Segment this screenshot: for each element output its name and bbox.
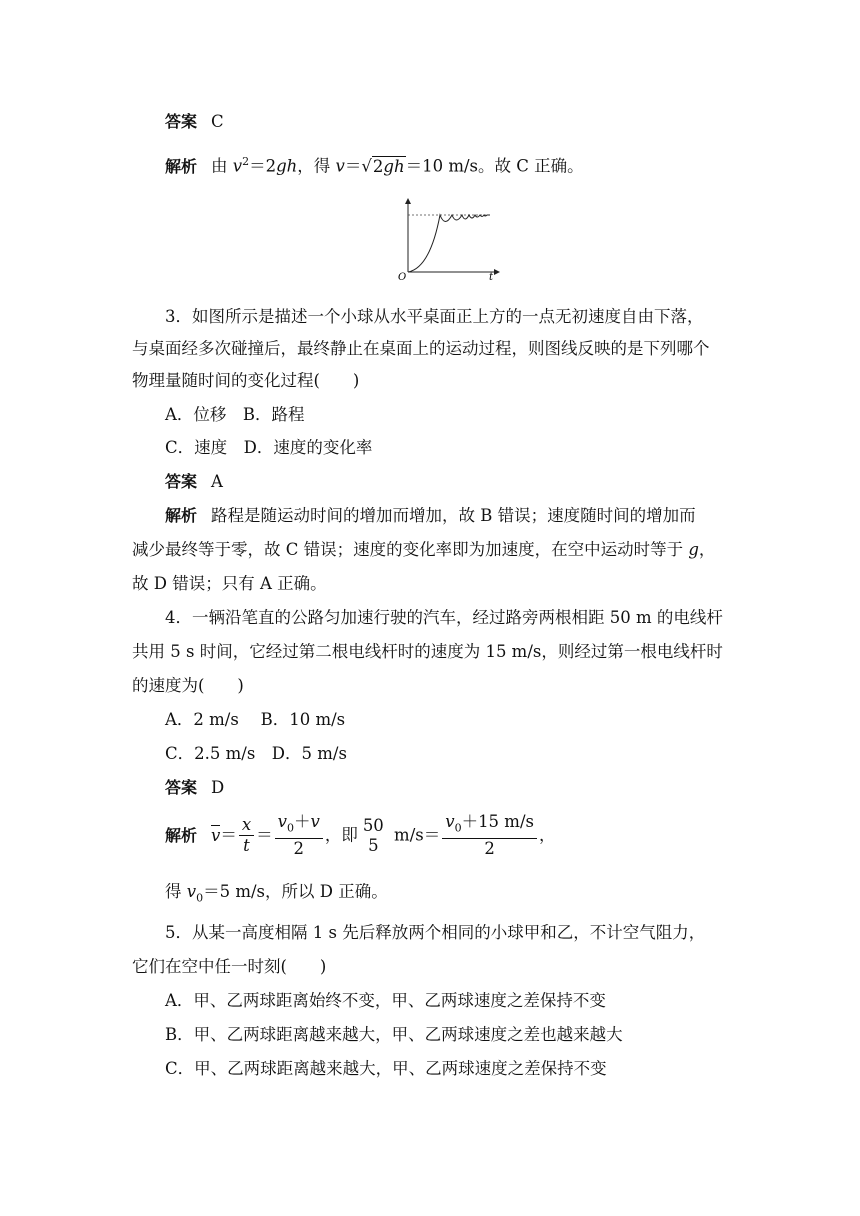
- question-5-line-1: 5．从某一高度相隔 1 s 先后释放两个相同的小球甲和乙，不计空气阻力，: [165, 923, 706, 942]
- sqrt-content: [372, 156, 406, 176]
- numerator: 50: [362, 815, 384, 835]
- explanation-line-2: [132, 539, 715, 561]
- explanation-line-2: [165, 881, 388, 909]
- text: 路程是随运动时间的增加而增加，故 B 错误；速度随时间的增加而: [211, 506, 696, 525]
- explanation-line-3: 故 D 错误；只有 A 正确。: [132, 574, 327, 593]
- sqrt-sign: √: [361, 156, 372, 176]
- answer-label: 答案: [165, 112, 198, 131]
- text: ＋: [293, 812, 311, 831]
- question-5-option-a: A．甲、乙两球距离始终不变，甲、乙两球速度之差保持不变: [165, 991, 606, 1010]
- text: 减少最终等于零，故 C 错误；速度的变化率即为加速度，在空中运动时等于: [132, 540, 689, 559]
- var-gh: gh: [276, 156, 298, 176]
- text: ＝: [256, 825, 273, 845]
- question-5-option-b: B．甲、乙两球距离越来越大，甲、乙两球速度之差也越来越大: [165, 1025, 623, 1044]
- explanation-label: 解析: [165, 156, 198, 176]
- text: m/s＝: [388, 825, 441, 845]
- question-5-line-2: 它们在空中任一时刻( ): [132, 957, 327, 976]
- question-5-option-c: C．甲、乙两球距离越来越大，甲、乙两球速度之差保持不变: [165, 1059, 607, 1078]
- denominator: t: [243, 836, 250, 856]
- question-3-line-3: 物理量随时间的变化过程( ): [132, 371, 360, 390]
- denominator: 2: [293, 839, 304, 859]
- var-g: g: [688, 540, 699, 559]
- fraction-50-over-5: [360, 816, 387, 856]
- fraction-x-over-t: [239, 815, 254, 856]
- numerator: x: [239, 815, 254, 836]
- question-3-options-ab: A．位移 B．路程: [165, 405, 305, 424]
- question-3-line-2: 与桌面经多次碰撞后，最终静止在桌面上的运动过程，则图线反映的是下列哪个: [132, 339, 710, 358]
- question-3-options-cd: C．速度 D．速度的变化率: [165, 438, 373, 457]
- var-v: v: [186, 882, 197, 901]
- var-v: v: [445, 812, 455, 831]
- text: 得: [165, 882, 187, 901]
- answer-line: [165, 777, 224, 799]
- denominator: 5: [368, 835, 379, 855]
- text: ＝: [344, 156, 362, 176]
- explanation-line: [165, 505, 696, 527]
- t-axis-label: t: [489, 272, 494, 282]
- answer-value: D: [211, 778, 225, 797]
- text: ，: [698, 540, 716, 559]
- explanation-formula-line: [165, 812, 555, 859]
- var-v: v: [310, 812, 320, 831]
- text: ，: [538, 825, 556, 845]
- subscript: 0: [454, 821, 462, 835]
- subscript: 0: [196, 891, 204, 905]
- answer-value: C: [211, 112, 224, 131]
- explanation-label: 解析: [165, 825, 198, 845]
- var-v: v: [335, 156, 345, 176]
- question-4-options-cd: C．2.5 m/s D．5 m/s: [165, 744, 347, 763]
- explanation-line: [165, 151, 584, 178]
- text: ，得: [297, 156, 336, 176]
- answer-line: [165, 471, 223, 493]
- fraction-v0-plus-15: [442, 812, 537, 859]
- fraction-average-velocity: [275, 812, 323, 859]
- question-4-options-ab: A．2 m/s B．10 m/s: [165, 710, 346, 729]
- question-4-line-1: 4．一辆沿笔直的公路匀加速行驶的汽车，经过路旁两根相距 50 m 的电线杆: [165, 608, 723, 627]
- origin-label: O: [398, 272, 407, 282]
- text: ，即: [324, 825, 358, 845]
- answer-label: 答案: [165, 472, 198, 491]
- text: ＝10 m/s。故 C 正确。: [405, 156, 584, 176]
- question-4-line-3: 的速度为( ): [132, 676, 244, 695]
- answer-line: [165, 111, 224, 133]
- numerator: [442, 812, 537, 839]
- var-v: v: [277, 812, 287, 831]
- denominator: 2: [484, 839, 495, 859]
- exponent: 2: [242, 155, 250, 168]
- answer-value: A: [211, 472, 223, 491]
- var-v: v: [232, 156, 243, 176]
- text: ＋15 m/s: [461, 812, 534, 831]
- text: ＝: [220, 825, 237, 845]
- subscript: 0: [286, 821, 294, 835]
- text: ＝5 m/s，所以 D 正确。: [203, 882, 388, 901]
- explanation-label: 解析: [165, 506, 198, 525]
- numerator: [275, 812, 323, 839]
- var-gh: gh: [383, 156, 405, 176]
- text: 2: [372, 156, 384, 176]
- question-4-line-2: 共用 5 s 时间，它经过第二根电线杆时的速度为 15 m/s，则经过第一根电线杆时: [132, 642, 723, 661]
- var-v-bar: v: [211, 825, 221, 845]
- question-3-line-1: 3．如图所示是描述一个小球从水平桌面正上方的一点无初速度自由下落，: [165, 307, 704, 326]
- answer-label: 答案: [165, 778, 198, 797]
- motion-graph-figure: [396, 196, 500, 282]
- text: 由: [211, 156, 233, 176]
- text: ＝2: [249, 156, 277, 176]
